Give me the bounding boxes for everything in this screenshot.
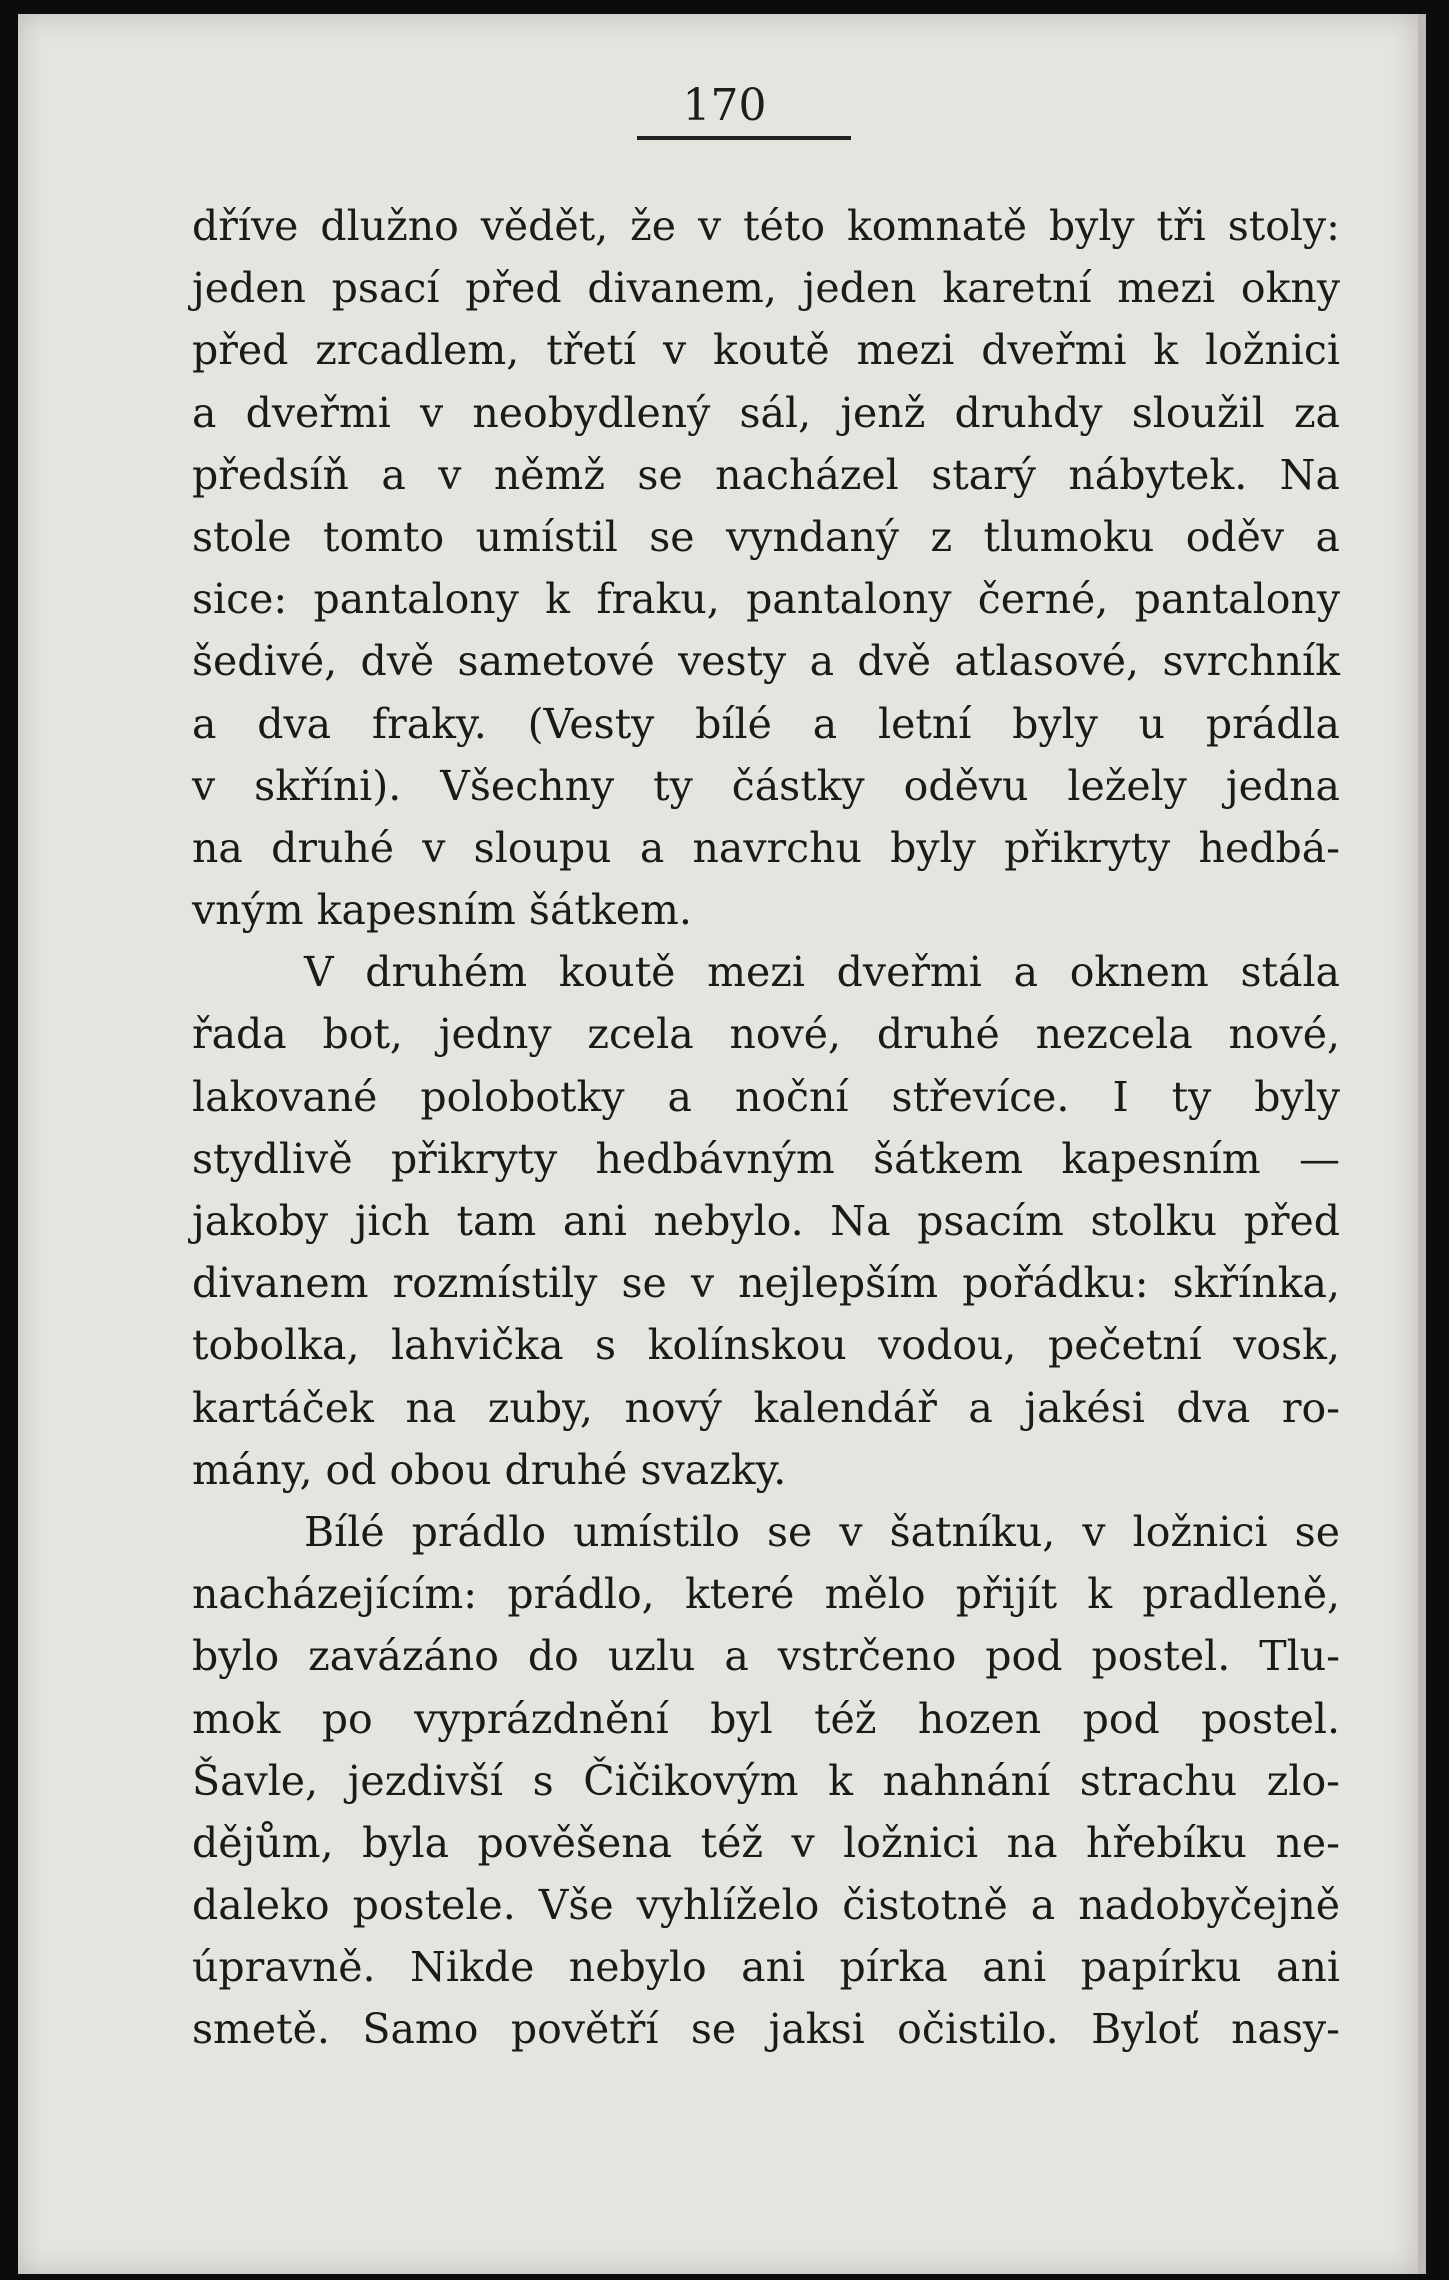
text-line: sice: pantalony k fraku, pantalony černé, pantalony	[192, 575, 1340, 624]
text-line: řada bot, jedny zcela nové, druhé nezcela nové,	[192, 1010, 1340, 1059]
text-line: a dva fraky. (Vesty bílé a letní byly u prádla	[192, 699, 1340, 748]
text-line: vným kapesním šátkem.	[192, 886, 692, 935]
page-edge	[1418, 14, 1426, 2274]
text-line: daleko postele. Vše vyhlíželo čistotně a nadobyčejně	[192, 1881, 1340, 1930]
text-line: lakované polobotky a noční střevíce. I ty byly	[192, 1072, 1340, 1121]
text-line: Šavle, jezdivší s Čičikovým k nahnání strachu zlo-	[192, 1756, 1340, 1805]
text-line: předsíň a v němž se nacházel starý nábytek. Na	[192, 450, 1340, 499]
text-line: mok po vyprázdnění byl též hozen pod postel.	[192, 1694, 1340, 1743]
page-number: 170	[682, 80, 767, 131]
text-line: dějům, byla pověšena též v ložnici na hřebíku ne-	[192, 1818, 1340, 1867]
text-line: divanem rozmístily se v nejlepším pořádku: skřínka,	[192, 1259, 1340, 1308]
text-line: dříve dlužno vědět, že v této komnatě byly tři stoly:	[192, 202, 1340, 250]
text-line: V druhém koutě mezi dveřmi a oknem stála	[304, 948, 1340, 997]
text-line: šedivé, dvě sametové vesty a dvě atlasové, svrchník	[192, 637, 1340, 686]
text-line: stydlivě přikryty hedbávným šátkem kapesním —	[192, 1134, 1340, 1183]
text-line: jeden psací před divanem, jeden karetní mezi okny	[192, 264, 1340, 313]
text-line: bylo zavázáno do uzlu a vstrčeno pod postel. Tlu-	[192, 1632, 1340, 1681]
text-line: nacházejícím: prádlo, které mělo přijít k pradleně,	[192, 1570, 1340, 1619]
text-line: na druhé v sloupu a navrchu byly přikryty hedbá-	[192, 823, 1340, 872]
text-line: mány, od obou druhé svazky.	[192, 1445, 787, 1494]
text-line: smetě. Samo povětří se jaksi očistilo. Byloť nasy-	[192, 2005, 1340, 2054]
text-line: Bílé prádlo umístilo se v šatníku, v ložnici se	[304, 1507, 1340, 1556]
text-line: tobolka, lahvička s kolínskou vodou, pečetní vosk,	[192, 1321, 1340, 1370]
page-number-rule	[637, 136, 851, 140]
text-line: jakoby jich tam ani nebylo. Na psacím stolku před	[192, 1197, 1340, 1245]
text-line: před zrcadlem, třetí v koutě mezi dveřmi k ložnici	[192, 326, 1340, 375]
text-line: kartáček na zuby, nový kalendář a jakési dva ro-	[192, 1383, 1340, 1432]
text-line: úpravně. Nikde nebylo ani pírka ani papírku ani	[192, 1943, 1340, 1992]
body-text	[192, 195, 1340, 2061]
text-line: stole tomto umístil se vyndaný z tlumoku oděv a	[192, 512, 1340, 561]
text-line: v skříni). Všechny ty částky oděvu ležely jedna	[192, 761, 1340, 810]
text-line: a dveřmi v neobydlený sál, jenž druhdy sloužil za	[192, 388, 1340, 437]
